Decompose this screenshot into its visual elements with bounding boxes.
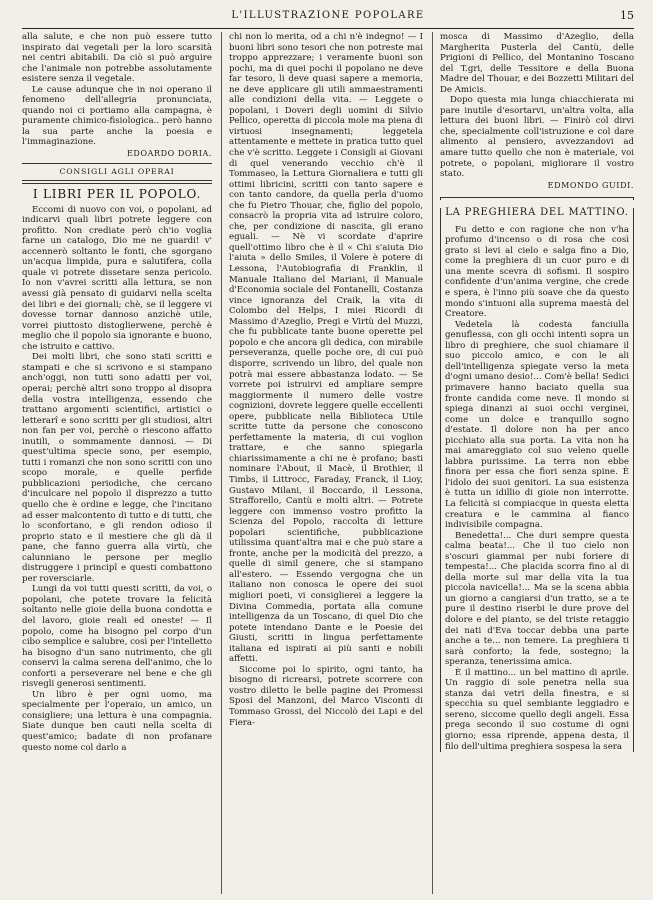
paragraph: È il mattino... un bel mattino di aprile. Un raggio di sole penetra nella sua stanza dai vetri della finestra, e si specchia su quel sembiante leggiadro e sereno, siccome quello degli angeli. Essa prega secondo il suo costume di ogni giorno; essa riprende, appena desta, il filo dell'ultima preghiera sospesa la sera <box>445 667 629 752</box>
article-title: I LIBRI PER IL POPOLO. <box>32 187 202 202</box>
section-heading: CONSIGLI AGLI OPERAI <box>59 166 175 176</box>
column-2 <box>229 32 423 894</box>
article-box <box>440 208 634 752</box>
paragraph: Dopo questa mia lunga chiacchierata mi pare inutile d'esortarvi, un'altra volta, alla lettura dei buoni libri. — Finirò col dirvi che, specialmente coll'istruzione e col dare alimento al pensiero, avvezzandovi ad amare tutto quello che non è materiale, voi potrete, o popolani, migliorare il vostro stato. <box>440 95 634 180</box>
divider <box>22 163 212 164</box>
page-header <box>22 8 634 29</box>
paragraph: Benedetta!... Che duri sempre questa calma beata!... Che il tuo cielo non s'oscuri giammai per nubi foriere di tempesta!... Che placida scorra fino al di della morte sul mar della vita la tua piccola navicella!... Ma se la scena abbia un giorno a cangiarsi d'un tratto, se a te pure il destino riserbi le dure prove del dolore e del pianto, se del triste retaggio dei nati d'Eva toccar debba una parte anche a te... non temere. La preghiera ti sarà conforto; la fede, sostegno; la speranza, tenerissima amica. <box>445 530 629 668</box>
paragraph: mosca di Massimo d'Azeglio, della Margherita Pusterla del Cantù, delle Prigioni di Pellico, del Montanino Toscano del T.gri, delle Tessitore e della Buona Madre del Thouar, e dei Bozzetti Militari del De Amicis. <box>440 32 634 95</box>
divider <box>440 197 634 200</box>
paragraph: Un libro è per ogni uomo, ma specialmente per l'operaio, un amico, un consigliere; una lettura è una compagnia. Siate dunque ben cauti nella scelta di quest'amico; badate di non profanare questo nome col darlo a <box>22 689 212 753</box>
newspaper-page <box>22 8 634 894</box>
paragraph: chi non lo merita, od a chi n'è indegno! — I buoni libri sono tesori che non potreste mai troppo apprezzare; i veramente buoni son pochi, ma di quei pochi il popolano ne deve far tesoro, li deve quasi sapere a memoria, ne deve applicare gli utili ammaestramenti alle condizioni della vita. — Leggete o popolani, i Doveri degli uomini di Silvio Pellico, operetta di piccola mole ma piena di virtuosi insegnamenti; leggetela attentamente e mettete in pratica tutto quel che v'è scritto. Leggete i Consigli ai Giovani di quel venerando vecchio ch'è il Tommaseo, la Lettura Giornaliera e tutti gli ottimi libricini, scritti con tanto sapere e con tanto candore, da quella perla d'uomo che fu Pietro Thouar, che, figlio del popolo, consacrò la propria vita ad istruire coloro, che, per condizione di nascita, gli erano eguali. — Nè vi scordate d'aprire quell'ottimo libro che è il « Chi s'aiuta Dio l'aiuta » dello Smiles, il Volere è potere di Lessona, l'Autobiografia di Franklin, il Manuale Italiano del Mariani, il Manuale d'Economia sociale del Fontanelli, Costanza vince ignoranza del Craik, la vita di Colombo del Helps, I miei Ricordi di Massimo d'Azeglio, Pregi e Virtù del Muzzi, che fu pubblicate tante buone operette pel popolo e che ancora gli dedica, con mirabile perseveranza, quelle poche ore, di cui può disporre, scrivendo un libro, del quale non potrà mai essere abbastanza lodato. — Se vorrete poi istruirvi ed ampliare sempre maggiormente il numero delle vostre cognizioni, dovrete leggere quelle eccellenti opere, pubblicate nella Biblioteca Utile scritte tutte da persone che conoscono perfettamente la materia, di cui voglion trattare, e che sanno spiegarla chiarissimamente a chi ne è profano; basti nominare l'About, il Macè, il Brothier, il Timbs, il Littrocc, Faraday, Franck, il Lioy, Gustavo Milani, il Boccardo, il Lessona, Strafforello, Cantù e molti altri. — Potrete leggere con immenso vostro profitto la Scienza del Popolo, raccolta di letture popolari scientifiche, pubblicazione utilissima quant'altra mai e che può stare a fronte, anche per la modicità del prezzo, a quelle di simil genere, che si stampano all'estero. — Essendo vergogna che un italiano non conosca le opere dei suoi migliori poeti, vi consiglierei a leggere la Divina Commedia, portata alla comune intelligenza da un Toscano, di quel Dio che potete intendano Dante e le Poesie dei Giusti, scritti in lingua perfettamente italiana ed ispirati ai più santi e nobili affetti. <box>229 32 423 665</box>
paragraph: Le cause adunque che in noi operano il fenomeno dell'allegria pronunciata, quando noi ci portiamo alla campagna, è puramente chimico-fisiologica.. però hanno la sua parte anche la poesia e l'immaginazione. <box>22 84 212 148</box>
article-title: LA PREGHIERA DEL MATTINO. <box>445 207 629 219</box>
columns <box>22 32 634 894</box>
publication-title: L'ILLUSTRAZIONE POPOLARE <box>231 10 425 21</box>
author-signature: EDOARDO DORIA. <box>126 149 212 159</box>
page-number: 15 <box>620 9 634 22</box>
paragraph: Siccome poi lo spirito, ogni tanto, ha bisogno di ricrearsi, potrete scorrere con vostro diletto le belle pagine dei Promessi Sposi del Manzoni, del Marco Visconti di Tommaso Grossi, del Niccolò dei Lapi e del Fiera- <box>229 664 423 728</box>
paragraph: alla salute, e che non può essere tutto inspirato dai vegetali per la loro scarsità nei centri abitabili. Da ciò si può arguire che l'animale non potrebbe assolutamente esistere senza il vegetale. <box>22 32 212 85</box>
column-3 <box>440 32 634 894</box>
paragraph: Vedetela là codesta fanciulla genuflessa, con gli occhi intenti sopra un libro di preghiere, che suol chiamare il suo piccolo amico, e con le ali dell'intelligenza spiegate verso la meta d'ogni umano desio!... Com'è bella! Sedici primavere hanno baciato quella sua fronte candida come neve. Il mondo si spiega dinanzi ai suoi occhi verginei, come un dolce e tranquillo sogno d'estate. Il dolore non ha per anco picchiato alla sua porta. La vita non ha mai amareggiato col suo veleno quelle labbra purissime. La terra non ebbe finora per essa che fiori senza spine. È l'idolo dei suoi genitori. La sua esistenza è tutta un idillio di gioie non interrotte. La felicità si compiacque in questa eletta creatura e le cammina al fianco indivisibile compagna. <box>445 319 629 531</box>
paragraph: Eccomi di nuovo con voi, o popolani, ad indicarvi quali libri potrete leggere con profitto. Non crediate però ch'io voglia farne un catalogo, Dio me ne guardi! v' accennerò soltanto le fonti, che sgorgano un'acqua limpida, pura e salutifera, colla quale vi potrete dissetare senza pericolo. Io non v'avrei scritti alla lettura, se non avessi già pensato di guidarvi nella scelta dei libri e dei giornali; chè, se il leggere vi dovesse tornar dannoso anzichè utile, vorrei piuttosto distoglierwene, perchè è meglio che il popolo sia ignorante e buono, che istruito e cattivo. <box>22 204 212 352</box>
paragraph: Lungi da voi tutti questi scritti, da voi, o popolani, che potete trovare la felicità soltanto nelle gioie della buona condotta e del lavoro, gioie reali ed oneste! — Il popolo, come ha bisogno pel corpo d'un cibo semplice e salubre, così per l'intelletto ha bisogno d'un sano nutrimento, che gli conservi la calma serena dell'animo, che lo conforti a perseverare nel bene e che gli risvegli generosi sentimenti. <box>22 584 212 690</box>
paragraph: Fu detto e con ragione che non v'ha profumo d'incenso o di rosa che così grato si levi al cielo e salga fino a Dio, come la preghiera di un cuor puro e di una mente scevra di sofismi. Il sospiro confidente d'un'anima vergine, che crede e spera, è l'inno più soave che da questo mondo s'intuoni alla suprema maestà del Creatore. <box>445 224 629 320</box>
column-1 <box>22 32 212 894</box>
paragraph: Dei molti libri, che sono stati scritti e stampati e che si scrivono e si stampano anch'oggi, non tutti sono adatti per voi, operai; perchè altri sono troppo al disopra della vostra intelligenza, essendo che trattano argomenti scientifici, artistici o letterarî e sono scritti per gli studiosi, altri non fan per voi, perchè o riescono affatto inutili, o sommamente dannosi. — Di quest'ultima specie sono, per esempio, tutti i romanzi che non sono scritti con uno scopo morale, e quelle perfide pubblicazioni periodiche, che cercano d'inculcare nel popolo il disprezzo a tutto quello che è ordine e legge, che l'incitano ad esser malcontento di tutto e di tutti, che lo sconfortano, e gli rendon odioso il proprio stato e il mestiere che gli dà il pane, che fanno guerra alla virtù, che calunniano le persone per meglio distruggere i principî e questi combattono per roversciarle. <box>22 352 212 584</box>
divider <box>22 180 212 184</box>
author-signature: EDMONDO GUIDI. <box>547 180 634 190</box>
